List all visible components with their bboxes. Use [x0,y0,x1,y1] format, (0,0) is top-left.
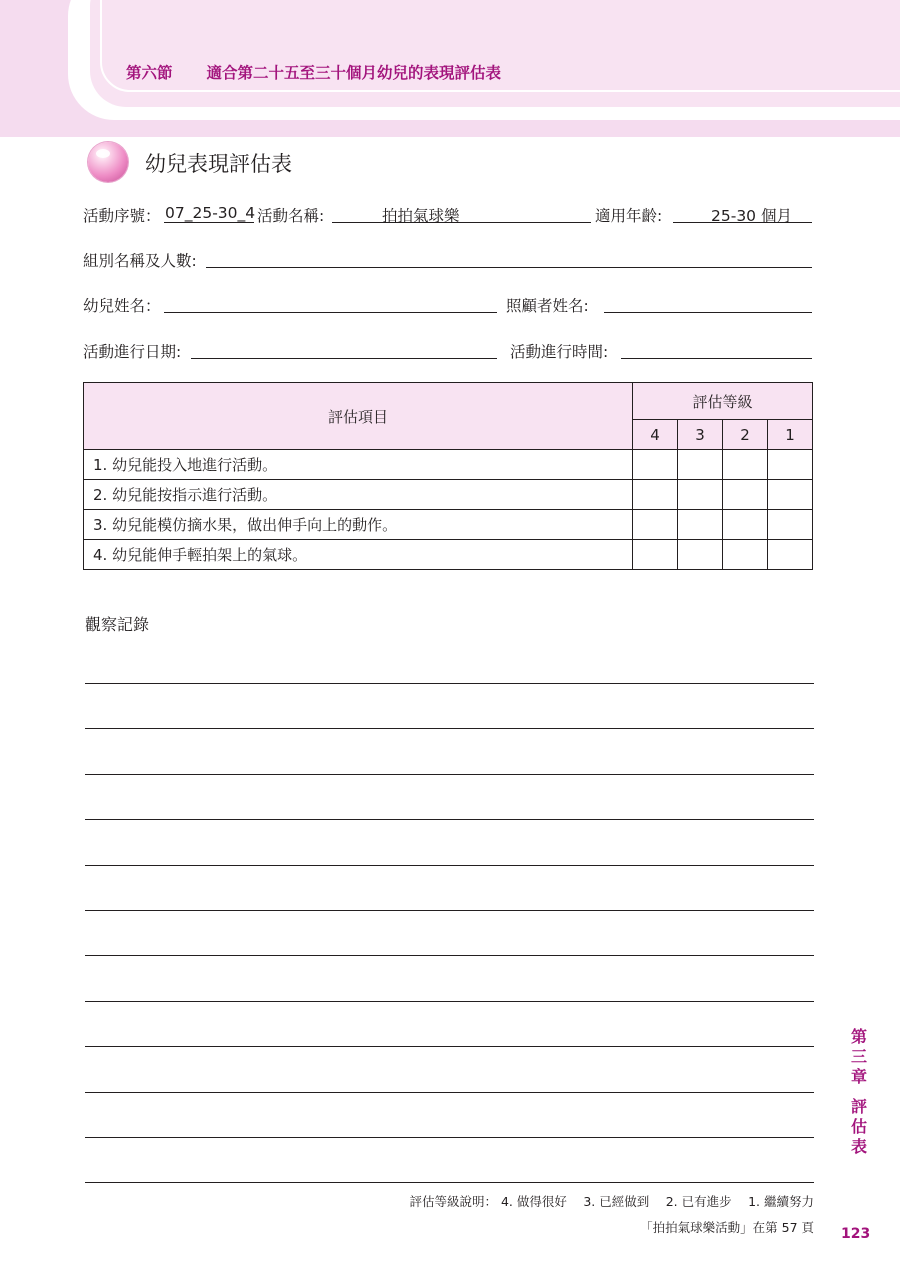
activity-no-label: 活動序號： [83,207,161,225]
grade-cell[interactable] [678,450,723,480]
item-text: 2. 幼兒能按指示進行活動。 [84,480,633,510]
section-title: 適合第二十五至三十個月幼兒的表現評估表 [206,64,502,82]
table-row [84,510,813,540]
observation-title: 觀察記錄 [85,615,150,634]
form-title: 幼兒表現評估表 [145,152,292,176]
age-value: 25-30 個月 [711,207,792,225]
grade-legend: 評估等級說明： 4. 做得很好 3. 已經做到 2. 已有進步 1. 繼續努力 [409,1194,814,1209]
grade-cell[interactable] [723,540,768,570]
grade-cell[interactable] [678,480,723,510]
observation-line[interactable] [85,1001,814,1002]
side-tab-chapter [849,1027,869,1087]
group-field[interactable] [206,267,812,268]
observation-line[interactable] [85,774,814,775]
side-tab-char: 估 [850,1117,867,1136]
activity-reference: 「拍拍氣球樂活動」在第 57 頁 [640,1220,814,1235]
child-name-field[interactable] [164,312,497,313]
page-number: 123 [841,1226,871,1242]
grade-cell[interactable] [723,480,768,510]
side-tab-char: 表 [850,1137,867,1156]
grade-cell[interactable] [633,540,678,570]
evaluation-table [83,382,813,570]
table-row [84,540,813,570]
grade-cell[interactable] [633,450,678,480]
grade-1-header: 1 [768,420,813,450]
side-tab-char: 三 [850,1047,867,1066]
grade-cell[interactable] [678,540,723,570]
table-row [84,450,813,480]
grade-cell[interactable] [633,480,678,510]
observation-line[interactable] [85,910,814,911]
caregiver-label: 照顧者姓名: [506,297,589,315]
activity-name-label: 活動名稱: [257,207,325,225]
grade-cell[interactable] [723,450,768,480]
observation-line[interactable] [85,728,814,729]
observation-line[interactable] [85,819,814,820]
age-label: 適用年齡: [595,207,663,225]
section-number: 第六節 [126,64,173,82]
observation-line[interactable] [85,865,814,866]
time-field[interactable] [621,358,812,359]
caregiver-field[interactable] [604,312,812,313]
observation-line[interactable] [85,955,814,956]
date-label: 活動進行日期: [83,343,182,361]
activity-name-value: 拍拍氣球樂 [382,207,460,225]
time-label: 活動進行時間: [510,343,609,361]
grade-cell[interactable] [633,510,678,540]
observation-line[interactable] [85,1182,814,1183]
grade-2-header: 2 [723,420,768,450]
section-heading [126,61,501,83]
grade-cell[interactable] [678,510,723,540]
group-label: 組別名稱及人數: [83,252,197,270]
grade-cell[interactable] [768,510,813,540]
activity-no-value: 07_25-30_4 [165,204,256,222]
grade-3-header: 3 [678,420,723,450]
observation-line[interactable] [85,1137,814,1138]
grade-cell[interactable] [723,510,768,540]
item-header: 評估項目 [84,383,633,450]
pink-ball-icon [88,142,128,182]
table-row [84,480,813,510]
observation-line[interactable] [85,1046,814,1047]
activity-no-underline [164,222,254,223]
grade-header: 評估等級 [633,383,813,420]
item-text: 1. 幼兒能投入地進行活動。 [84,450,633,480]
grade-cell[interactable] [768,540,813,570]
grade-cell[interactable] [768,480,813,510]
date-field[interactable] [191,358,497,359]
side-tab-char: 評 [850,1097,867,1116]
observation-line[interactable] [85,683,814,684]
ball-highlight [96,149,110,158]
child-name-label: 幼兒姓名： [83,297,161,315]
side-tab-char: 第 [850,1027,867,1046]
activity-name-underline [332,222,591,223]
item-text: 4. 幼兒能伸手輕拍架上的氣球。 [84,540,633,570]
side-tab-topic [849,1097,869,1157]
side-tab-char: 章 [850,1067,867,1086]
observation-line[interactable] [85,1092,814,1093]
item-text: 3. 幼兒能模仿摘水果，做出伸手向上的動作。 [84,510,633,540]
grade-cell[interactable] [768,450,813,480]
grade-4-header: 4 [633,420,678,450]
